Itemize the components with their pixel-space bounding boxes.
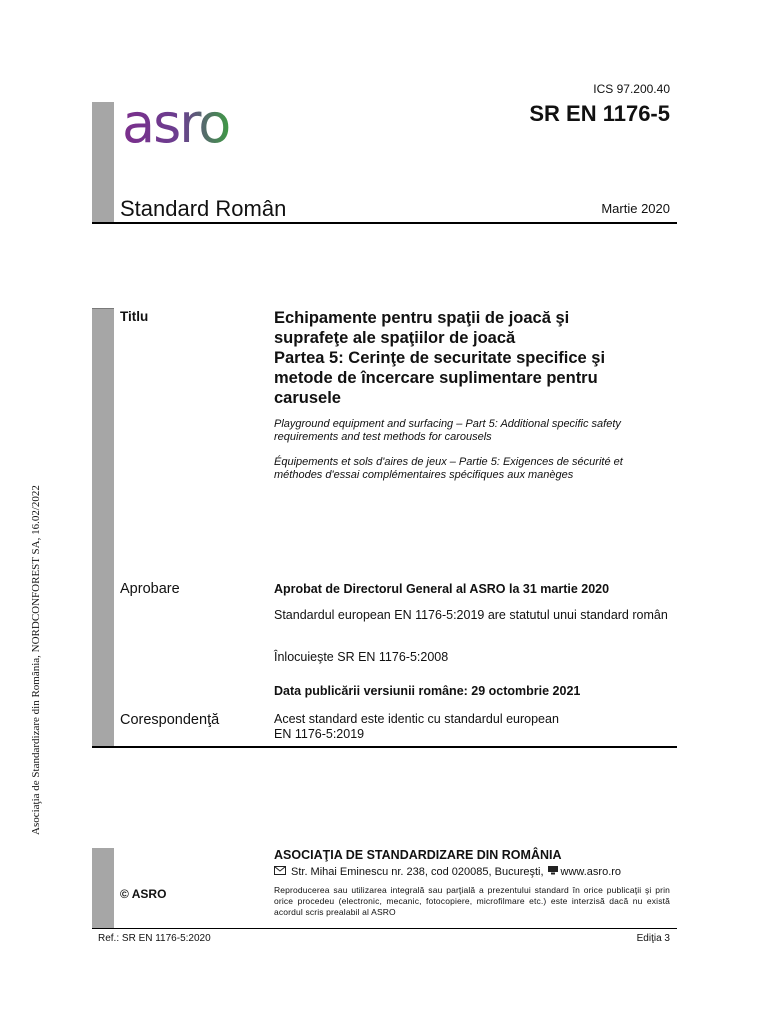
standard-status: Standardul european EN 1176-5:2019 are statutul unui standard român [274,608,668,622]
website-link[interactable]: www.asro.ro [560,866,622,878]
title-line: Partea 5: Cerinţe de securitate specifice şi [274,349,606,367]
organization-name: ASOCIAŢIA DE STANDARDIZARE DIN ROMÂNIA [274,848,562,862]
copyright-notice: Reproducerea sau utilizarea integrală sau parţială a prezentului standard în orice publicaţii şi prin orice procedeu (electronic, mecanic, fotocopiere, microfilmare etc.) este interzisă dacă nu există acordul scris prealabil al ASRO [274,885,670,917]
standard-name: Standard Român [120,196,287,221]
publication-date: Data publicării versiunii române: 29 octombrie 2021 [274,684,581,698]
correspondence-text: Acest standard este identic cu standardul european EN 1176-5:2019 [274,712,559,741]
copyright: © ASRO [120,887,167,901]
document-date: Martie 2020 [601,201,670,216]
side-watermark-note: Asociaţia de Standardizare din România, NORDCONFOREST SA, 16.02/2022 [30,485,42,835]
ics-code: ICS 97.200.40 [593,82,670,96]
approval-statement: Aprobat de Directorul General al ASRO la 31 martie 2020 [274,582,610,596]
approval-label: Aprobare [120,581,180,597]
header-divider [92,222,677,224]
french-title: Équipements et sols d'aires de jeux – Partie 5: Exigences de sécurité et méthodes d'essai complémentaires spécifiques aux manèges [274,456,623,481]
title-line: metode de încercare suplimentare pentru [274,369,598,387]
title-line: suprafeţe ale spaţiilor de joacă [274,329,516,347]
footer-divider [92,928,677,929]
title-line: Echipamente pentru spaţii de joacă şi [274,309,570,327]
organization-address [274,866,621,878]
english-title: Playground equipment and surfacing – Part 5: Additional specific safety requirements and test methods for carousels [274,418,621,443]
svg-text:asro: asro [122,100,230,148]
title-line: carusele [274,389,341,407]
address-text: Str. Mihai Eminescu nr. 238, cod 020085, Bucureşti, [291,866,544,878]
main-gray-bar [92,308,114,746]
romanian-title [274,308,674,408]
envelope-icon [274,866,286,878]
header-gray-bar [92,102,114,222]
reference-code: Ref.: SR EN 1176-5:2020 [98,933,211,944]
main-divider [92,746,677,748]
document-code: SR EN 1176-5 [529,101,670,126]
asro-logo [122,100,254,148]
footer-gray-bar [92,848,114,928]
title-label: Titlu [120,309,149,324]
computer-icon [548,866,558,878]
main-top-rule [92,308,114,309]
edition: Ediţia 3 [636,933,670,944]
correspondence-label: Corespondenţă [120,712,220,728]
replaces-note: Înlocuieşte SR EN 1176-5:2008 [274,650,449,664]
